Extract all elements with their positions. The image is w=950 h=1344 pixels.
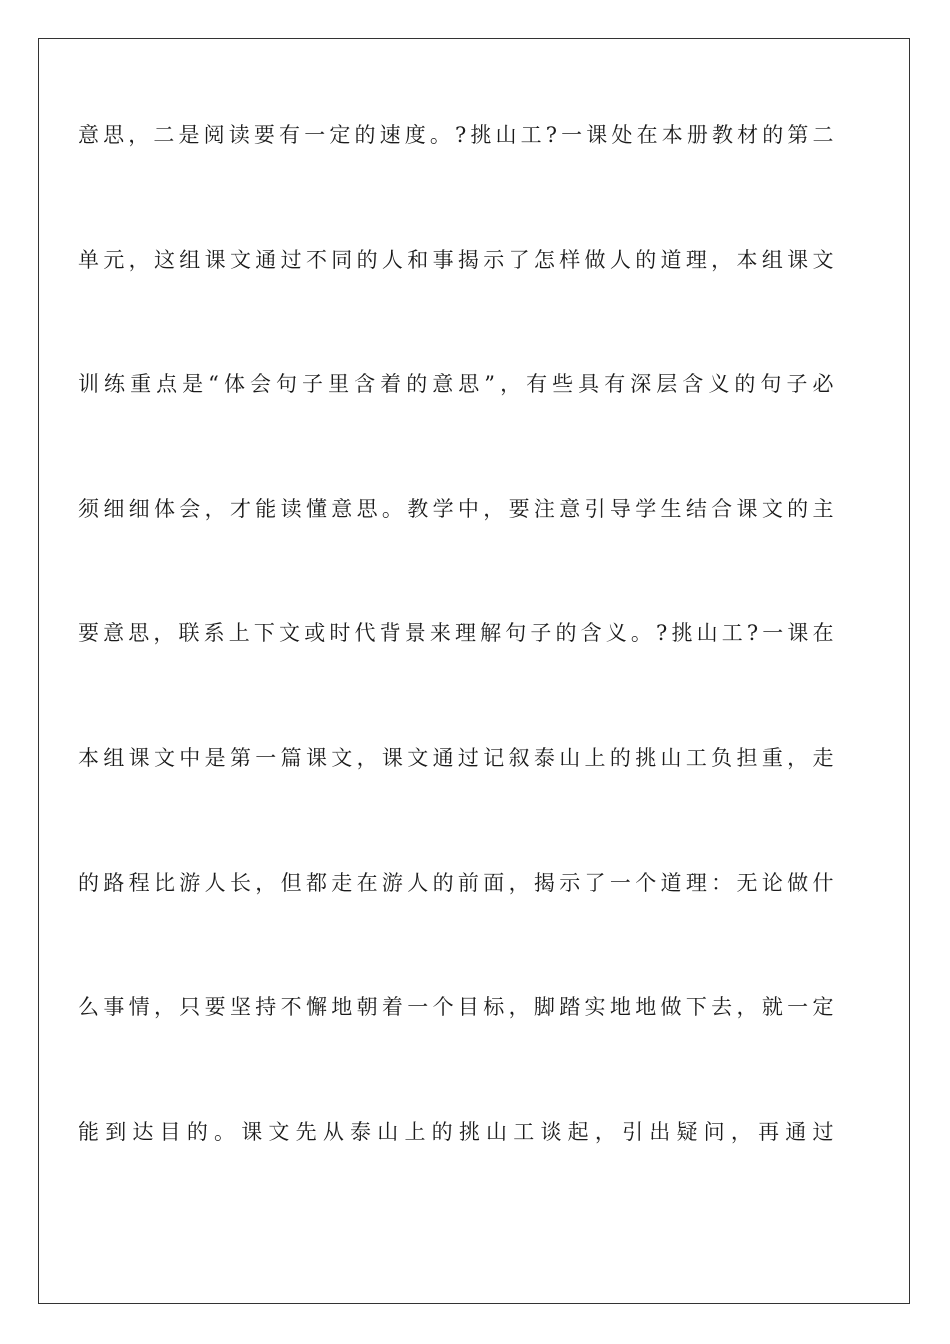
text-line-3: 训练重点是“体会句子里含着的意思”，有些具有深层含义的句子必	[78, 372, 834, 397]
text-line-7: 的路程比游人长，但都走在游人的前面，揭示了一个道理：无论做什	[78, 870, 834, 895]
text-line-9: 能到达目的。课文先从泰山上的挑山工谈起，引出疑问，再通过	[78, 1119, 834, 1144]
text-line-6: 本组课文中是第一篇课文，课文通过记叙泰山上的挑山工负担重，走	[78, 745, 834, 770]
text-line-4: 须细细体会，才能读懂意思。教学中，要注意引导学生结合课文的主	[78, 496, 834, 521]
text-line-5: 要意思，联系上下文或时代背景来理解句子的含义。?挑山工?一课在	[78, 621, 834, 646]
body-text	[78, 116, 834, 1237]
text-line-2: 单元，这组课文通过不同的人和事揭示了怎样做人的道理，本组课文	[78, 247, 834, 272]
text-line-1: 意思，二是阅读要有一定的速度。?挑山工?一课处在本册教材的第二	[78, 123, 834, 147]
text-line-8: 么事情，只要坚持不懈地朝着一个目标，脚踏实地地做下去，就一定	[78, 995, 834, 1020]
